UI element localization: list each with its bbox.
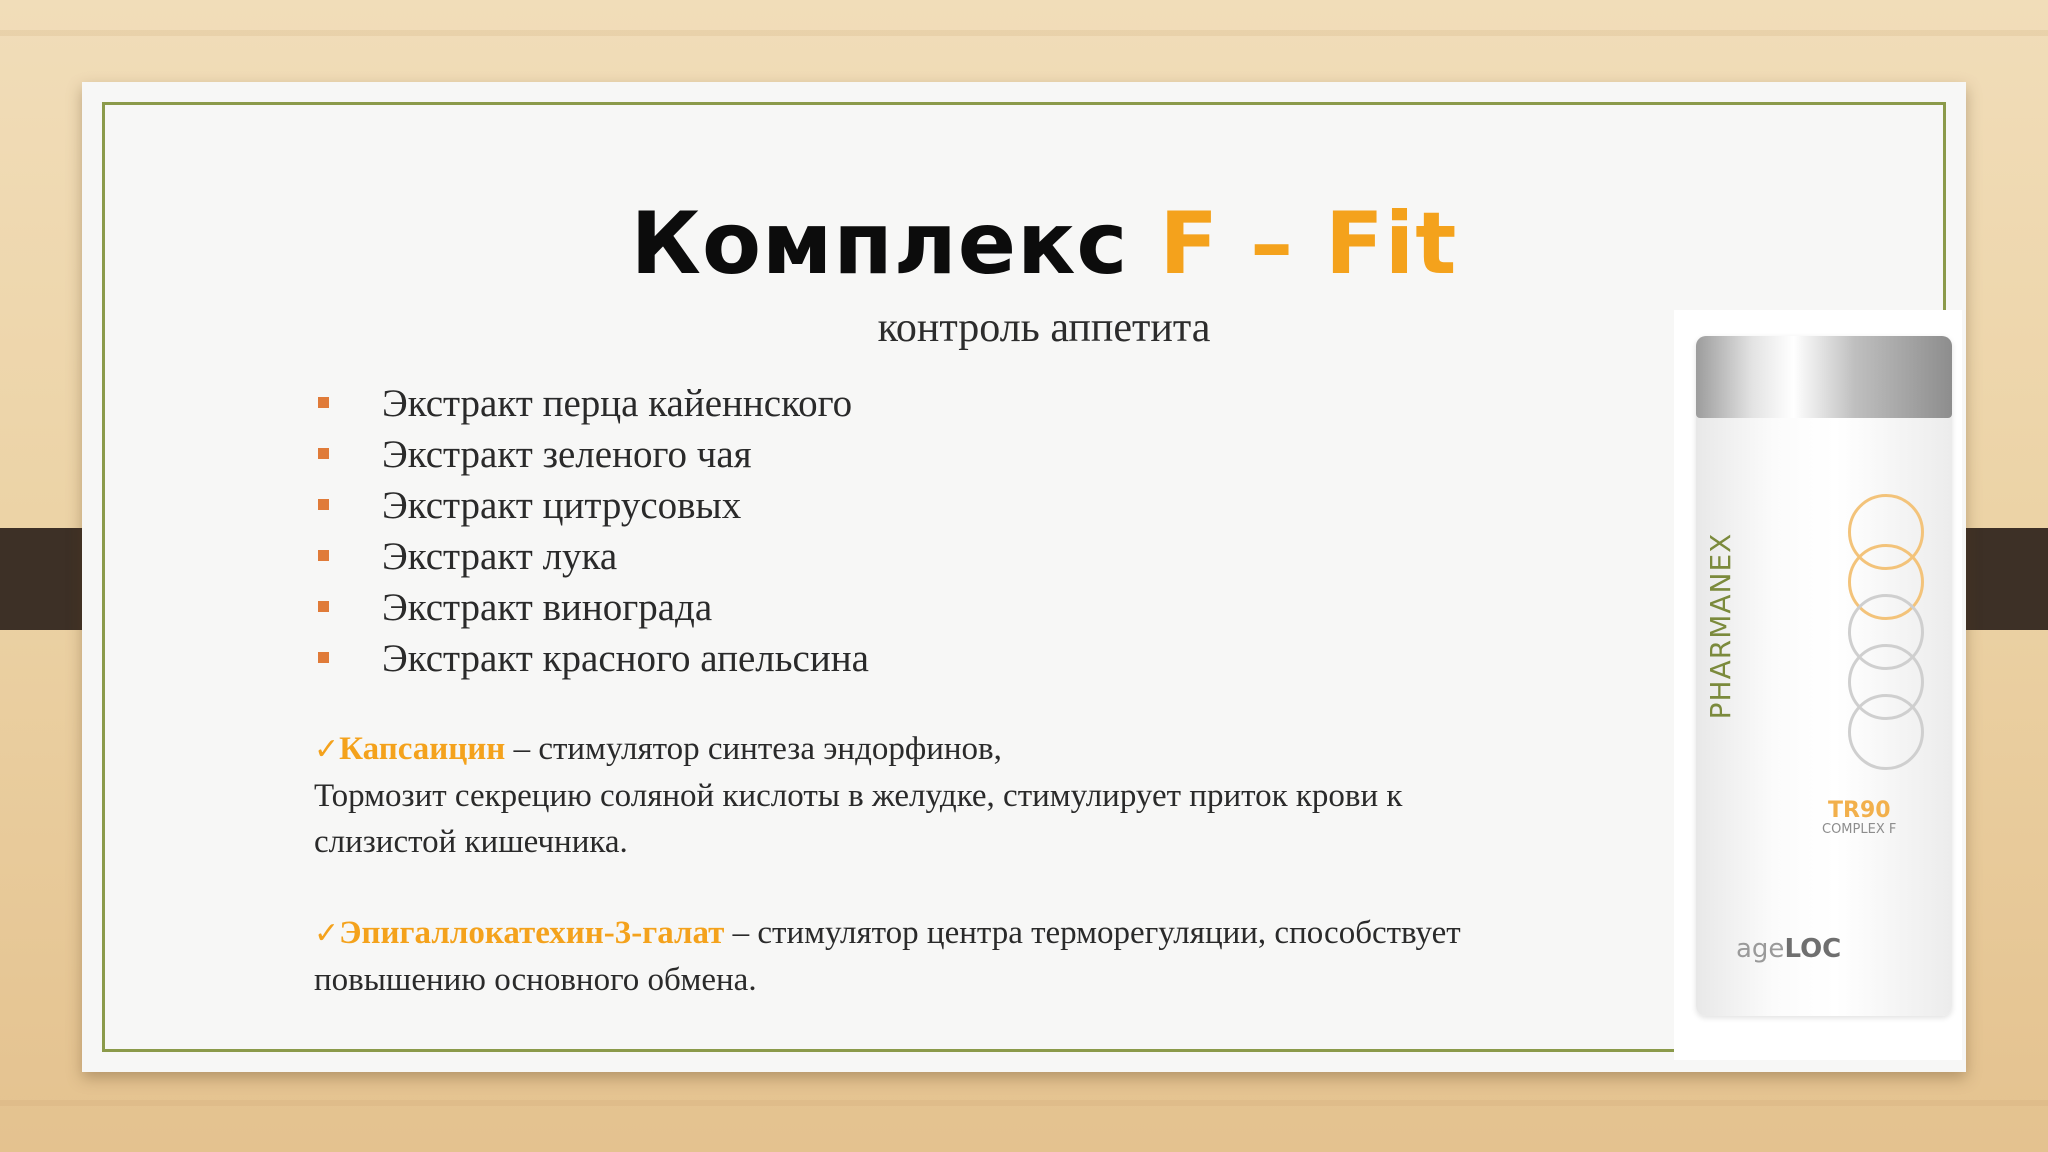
list-item <box>314 480 869 531</box>
slide-card <box>82 82 1966 1072</box>
list-item-text: Экстракт красного апельсина <box>382 637 869 680</box>
checkmark-icon: ✓ <box>314 732 340 767</box>
logo-age: age <box>1736 934 1785 964</box>
list-item-text: Экстракт цитрусовых <box>382 484 742 527</box>
bottle <box>1696 336 1952 1016</box>
ageloc-logo <box>1736 934 1841 964</box>
bullet-marker <box>318 397 329 408</box>
bullet-marker <box>318 601 329 612</box>
list-item <box>314 429 869 480</box>
paragraph-line <box>314 726 1634 773</box>
brand-label: PHARMANEX <box>1704 532 1737 720</box>
title-accent: F – Fit <box>1159 194 1458 294</box>
list-item-text: Экстракт перца кайеннского <box>382 382 853 425</box>
wood-streak <box>0 1100 2048 1106</box>
paragraph-line: повышению основного обмена. <box>314 962 757 998</box>
wood-streak <box>0 30 2048 36</box>
rings-logo-icon <box>1828 494 1938 794</box>
list-item-text: Экстракт лука <box>382 535 618 578</box>
list-item-text: Экстракт зеленого чая <box>382 433 752 476</box>
logo-loc: LOC <box>1784 934 1842 964</box>
egcg-keyword: Эпигаллокатехин-3-галат <box>339 915 725 951</box>
paragraph-line <box>314 910 1634 957</box>
bullet-marker <box>318 448 329 459</box>
product-image <box>1674 310 1962 1060</box>
paragraph-line: слизистой кишечника. <box>314 824 628 860</box>
title-main: Комплекс <box>630 194 1129 294</box>
ring-icon <box>1848 694 1924 770</box>
egcg-paragraph <box>314 910 1634 1003</box>
list-item <box>314 633 869 684</box>
list-item-text: Экстракт винограда <box>382 586 713 629</box>
product-variant-label: COMPLEX F <box>1822 822 1897 837</box>
list-item <box>314 531 869 582</box>
slide-title <box>82 194 2006 294</box>
checkmark-icon: ✓ <box>314 916 340 951</box>
paragraph-text: – стимулятор синтеза эндорфинов, <box>505 731 1002 767</box>
paragraph-text: – стимулятор центра терморегуляции, способствует <box>724 915 1461 951</box>
list-item <box>314 378 869 429</box>
bullet-marker <box>318 550 329 561</box>
bottle-cap <box>1696 336 1952 418</box>
bullet-marker <box>318 652 329 663</box>
product-line-label: TR90 <box>1828 798 1891 823</box>
list-item <box>314 582 869 633</box>
ingredient-list <box>314 378 869 684</box>
paragraph-line: Тормозит секрецию соляной кислоты в желудке, стимулирует приток крови к <box>314 778 1403 814</box>
bullet-marker <box>318 499 329 510</box>
slide-subtitle: контроль аппетита <box>877 305 1211 351</box>
capsaicin-keyword: Капсаицин <box>339 731 506 767</box>
capsaicin-paragraph <box>314 726 1634 865</box>
